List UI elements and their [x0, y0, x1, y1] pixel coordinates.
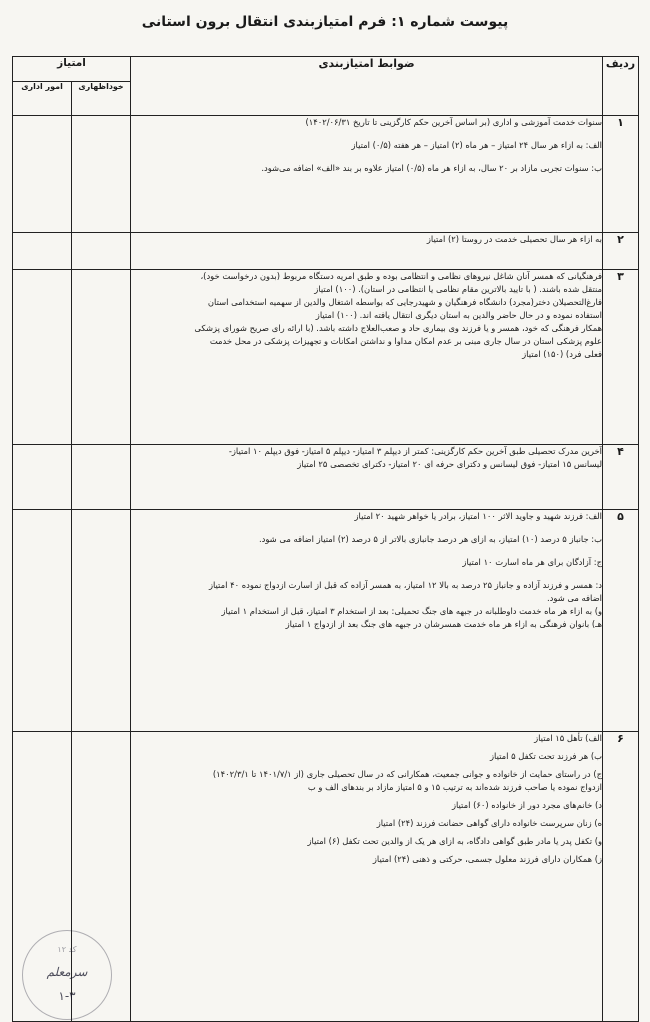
criteria-line: ج: آزادگان برای هر ماه اسارت ۱۰ امتیاز	[462, 557, 603, 568]
admin-score-cell[interactable]	[13, 510, 72, 732]
criteria-cell	[131, 233, 603, 270]
criteria-line: و) تکفل پدر یا مادر طبق گواهی دادگاه، به ازای هر یک از والدین تحت تکفل (۶) امتیاز	[307, 836, 603, 847]
stamp-number: ۱-۳	[58, 989, 76, 1003]
criteria-line: استفاده نموده و در حال حاضر والدین به استان دیگری انتقال یافته اند. (۱۰۰) امتیاز	[315, 310, 603, 321]
header-self-declared: خوداظهاری	[72, 82, 131, 116]
criteria-cell	[131, 116, 603, 233]
row-number: ۲	[603, 233, 639, 270]
criteria-line: اضافه می شود.	[547, 593, 603, 604]
criteria-line: هـ) بانوان فرهنگی به ازاء هر ماه خدمت همسرشان در جبهه های جنگ بعد از ازدواج ۱ امتیاز	[285, 619, 603, 630]
stamp-code-label: کد ۱۲	[57, 945, 77, 954]
criteria-line: ب: سنوات تجربی مازاد بر ۲۰ سال، به ازاء هر ماه (۰/۵) امتیاز علاوه بر بند «الف» اضافه می‌شود.	[261, 163, 603, 174]
criteria-line: ب) هر فرزند تحت تکفل ۵ امتیاز	[489, 751, 603, 762]
page-title: پیوست شماره ۱: فرم امتیازبندی انتقال برون استانی	[141, 14, 509, 30]
admin-score-cell[interactable]	[13, 116, 72, 233]
criteria-line: الف) تأهل ۱۵ امتیاز	[534, 733, 603, 743]
criteria-line: فرهنگیانی که همسر آنان شاغل نیروهای نظامی و انتظامی بوده و طبق امریه دستگاه مربوط (بدون درخواست خود)،	[200, 271, 603, 281]
header-criteria: ضوابط امتیازبندی	[131, 57, 603, 116]
criteria-line: فعلی فرد) (۱۵۰) امتیاز	[522, 349, 603, 360]
criteria-line: الف: به ازاء هر سال ۲۴ امتیاز – هر ماه (۲) امتیاز – هر هفته (۰/۵) امتیاز	[351, 140, 603, 151]
row-number: ۵	[603, 510, 639, 732]
criteria-line: و) به ازاء هر ماه خدمت داوطلبانه در جبهه های جنگ تحمیلی: بعد از استخدام ۳ امتیاز، قبل از استخدام ۱ امتیاز	[221, 606, 603, 617]
criteria-line: علوم پزشکی استان در سال جاری مبنی بر عدم امکان مداوا و نداشتن امکانات و تجهیزات پزشکی در محل خدمت	[209, 336, 603, 347]
criteria-line: ب: جانباز ۵ درصد (۱۰) امتیاز، به ازای هر درصد جانبازی بالاتر از ۵ درصد (۲) امتیاز اضافه می شود.	[258, 534, 603, 545]
row-number: ۶	[603, 732, 639, 1022]
official-stamp	[22, 930, 112, 1020]
criteria-cell	[131, 732, 603, 1022]
criteria-line: فارغ‌التحصیلان دختر(مجرد) دانشگاه فرهنگیان و شهیدرجایی که بواسطه اشتغال والدین از سهمیه استخدامی استان	[207, 297, 603, 308]
criteria-line: سنوات خدمت آموزشی و اداری (بر اساس آخرین حکم کارگزینی تا تاریخ ۱۴۰۲/۰۶/۳۱)	[305, 117, 603, 127]
stamp-signature: سرمعلم	[46, 965, 88, 979]
criteria-line: آخرین مدرک تحصیلی طبق آخرین حکم کارگزینی: کمتر از دیپلم ۳ امتیاز- دیپلم ۵ امتیاز- فوق دیپلم ۱۰ امتیاز-	[228, 446, 603, 456]
criteria-line: همکار فرهنگی که خود، همسر و یا فرزند وی بیماری حاد و صعب‌العلاج داشته باشد. (با ارائه رای صریح شورای پزشکی	[194, 323, 603, 334]
criteria-line: ج) در راستای حمایت از خانواده و جوانی جمعیت، همکارانی که در سال تحصیلی جاری (از ۱۴۰۱/۷/۱ تا ۱۴۰۲/۳/۱)	[212, 769, 603, 780]
admin-score-cell[interactable]	[13, 233, 72, 270]
criteria-line: ه) زنان سرپرست خانواده دارای گواهی حضانت فرزند (۲۴) امتیاز	[376, 818, 603, 829]
scoring-table	[12, 56, 639, 1022]
criteria-cell	[131, 270, 603, 445]
criteria-line: الف: فرزند شهید و جاوید الاثر ۱۰۰ امتیاز، برادر یا خواهر شهید ۲۰ امتیاز	[354, 511, 603, 521]
criteria-line: به ازاء هر سال تحصیلی خدمت در روستا (۲) امتیاز	[426, 234, 603, 244]
header-admin: امور اداری	[13, 82, 72, 116]
admin-score-cell[interactable]	[13, 270, 72, 445]
criteria-line: ز) همکاران دارای فرزند معلول جسمی، حرکتی و ذهنی (۲۴) امتیاز	[372, 854, 603, 865]
row-number: ۳	[603, 270, 639, 445]
admin-score-cell[interactable]	[13, 445, 72, 510]
criteria-line: د) خانم‌های مجرد دور از خانواده (۶۰) امتیاز	[451, 800, 603, 811]
self-declared-score-cell[interactable]	[72, 510, 131, 732]
criteria-line: ازدواج نموده یا صاحب فرزند شده‌اند به ترتیب ۱۵ و ۵ امتیاز مازاد بر بندهای الف و ب	[307, 782, 603, 793]
row-number: ۱	[603, 116, 639, 233]
criteria-line: د: همسر و فرزند آزاده و جانباز ۲۵ درصد به بالا ۱۲ امتیاز، به همسر آزاده که قبل از اسارت ازدواج نموده ۴۰ امتیاز	[208, 580, 603, 591]
self-declared-score-cell[interactable]	[72, 445, 131, 510]
self-declared-score-cell[interactable]	[72, 116, 131, 233]
self-declared-score-cell[interactable]	[72, 233, 131, 270]
criteria-line: لیسانس ۱۵ امتیاز- فوق لیسانس و دکترای حرفه ای ۲۰ امتیاز- دکترای تخصصی ۲۵ امتیاز	[297, 459, 603, 470]
header-radif: ردیف	[603, 57, 639, 116]
criteria-line: منتقل شده باشند. ( با تایید بالاترین مقام نظامی یا انتظامی در استان). (۱۰۰) امتیاز	[314, 284, 603, 295]
row-number: ۴	[603, 445, 639, 510]
criteria-cell	[131, 445, 603, 510]
header-score: امتیاز	[13, 57, 131, 82]
self-declared-score-cell[interactable]	[72, 270, 131, 445]
criteria-cell	[131, 510, 603, 732]
